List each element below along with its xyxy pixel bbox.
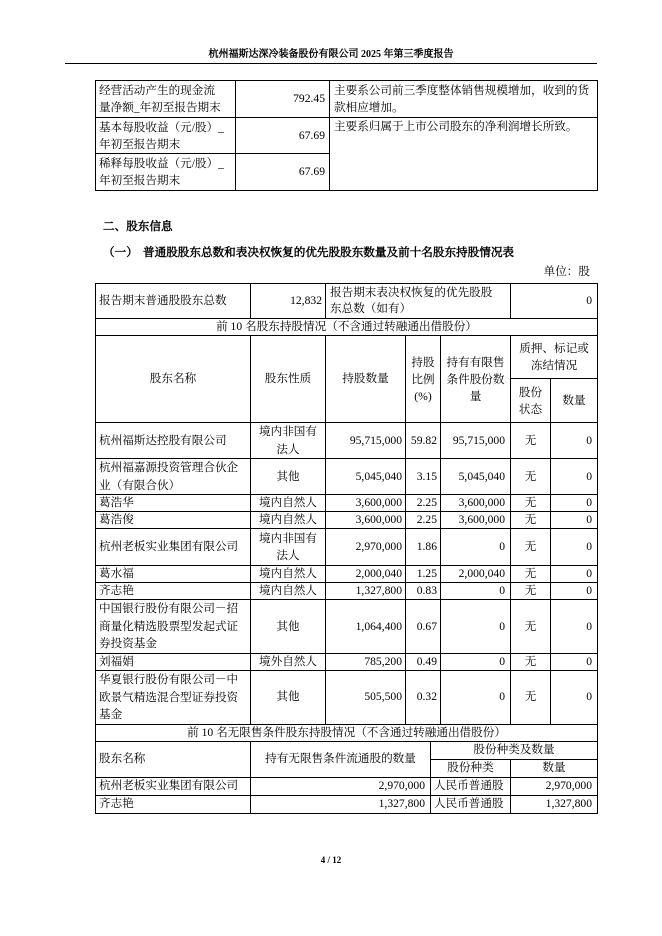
holding-ratio: 59.82 bbox=[406, 423, 441, 459]
indicator-change-reason: 主要系公司前三季度整体销售规模增加，收到的货款相应增加。 bbox=[330, 81, 598, 118]
restricted-shares: 2,000,040 bbox=[441, 566, 511, 583]
holding-ratio: 2.25 bbox=[406, 495, 441, 512]
pledge-status: 无 bbox=[511, 529, 551, 566]
shares-held: 3,600,000 bbox=[326, 512, 406, 529]
header-divider bbox=[65, 63, 597, 64]
indicator-change-reason: 主要系归属于上市公司股东的净利润增长所致。 bbox=[330, 118, 598, 191]
share-class: 人民币普通股 bbox=[431, 777, 511, 795]
shares-held: 1,327,800 bbox=[326, 583, 406, 600]
header-share-quantity: 数量 bbox=[511, 759, 598, 777]
shareholder-nature: 境内非国有法人 bbox=[251, 529, 326, 566]
shares-held: 2,000,040 bbox=[326, 566, 406, 583]
restricted-shares: 3,600,000 bbox=[441, 495, 511, 512]
holding-ratio: 1.25 bbox=[406, 566, 441, 583]
table-header-row bbox=[96, 336, 598, 379]
share-class: 人民币普通股 bbox=[431, 795, 511, 813]
page-number: 4 / 12 bbox=[320, 855, 342, 865]
pledge-quantity: 0 bbox=[551, 583, 598, 600]
shareholder-name: 华夏银行股份有限公司－中欧景气精选混合型证券投资基金 bbox=[96, 671, 251, 725]
shareholder-name: 葛浩俊 bbox=[96, 512, 251, 529]
shareholder-nature: 境外自然人 bbox=[251, 654, 326, 671]
restricted-shares: 0 bbox=[441, 529, 511, 566]
pledge-quantity: 0 bbox=[551, 495, 598, 512]
pledge-quantity: 0 bbox=[551, 529, 598, 566]
shareholder-nature: 境内自然人 bbox=[251, 566, 326, 583]
header-pledge-quantity: 数量 bbox=[551, 379, 598, 423]
pledge-status: 无 bbox=[511, 654, 551, 671]
pledge-quantity: 0 bbox=[551, 459, 598, 495]
shares-held: 1,064,400 bbox=[326, 600, 406, 654]
shares-held: 3,600,000 bbox=[326, 495, 406, 512]
table-row bbox=[96, 284, 598, 319]
restricted-shares: 95,715,000 bbox=[441, 423, 511, 459]
preferred-holders-label: 报告期末表决权恢复的优先股股东总数（如有） bbox=[326, 284, 511, 319]
pledge-status: 无 bbox=[511, 423, 551, 459]
top10-unrestricted-title: 前 10 名无限售条件股东持股情况（不含通过转融通出借股份） bbox=[96, 724, 598, 741]
header-shareholder-nature: 股东性质 bbox=[251, 336, 326, 423]
holding-ratio: 3.15 bbox=[406, 459, 441, 495]
restricted-shares: 0 bbox=[441, 600, 511, 654]
share-quantity: 2,970,000 bbox=[511, 777, 598, 795]
pledge-status: 无 bbox=[511, 583, 551, 600]
shareholder-nature: 境内非国有法人 bbox=[251, 423, 326, 459]
shareholder-name: 葛水福 bbox=[96, 566, 251, 583]
shareholder-name: 杭州福斯达控股有限公司 bbox=[96, 423, 251, 459]
share-quantity: 1,327,800 bbox=[511, 795, 598, 813]
table-row bbox=[96, 529, 598, 566]
restricted-shares: 3,600,000 bbox=[441, 512, 511, 529]
shares-held: 505,500 bbox=[326, 671, 406, 725]
header-restricted-shares: 持有有限售条件股份数量 bbox=[441, 336, 511, 423]
header-share-class: 股份种类 bbox=[431, 759, 511, 777]
shareholder-nature: 其他 bbox=[251, 671, 326, 725]
table-row bbox=[96, 423, 598, 459]
holding-ratio: 0.49 bbox=[406, 654, 441, 671]
table-row bbox=[96, 319, 598, 336]
pledge-status: 无 bbox=[511, 600, 551, 654]
pledge-status: 无 bbox=[511, 459, 551, 495]
pledge-quantity: 0 bbox=[551, 566, 598, 583]
table-row bbox=[96, 459, 598, 495]
table-row bbox=[96, 795, 598, 813]
indicator-item: 经营活动产生的现金流量净额_年初至报告期末 bbox=[96, 81, 236, 118]
header-pledge-status: 股份状态 bbox=[511, 379, 551, 423]
shares-held: 785,200 bbox=[326, 654, 406, 671]
shareholder-nature: 境内自然人 bbox=[251, 495, 326, 512]
header-holding-ratio: 持股比例(%) bbox=[406, 336, 441, 423]
report-header-title: 杭州福斯达深冷装备股份有限公司 2025 年第三季度报告 bbox=[208, 49, 454, 60]
table-header-row bbox=[96, 741, 598, 759]
pledge-quantity: 0 bbox=[551, 423, 598, 459]
holding-ratio: 1.86 bbox=[406, 529, 441, 566]
indicator-item: 稀释每股收益（元/股）_年初至报告期末 bbox=[96, 154, 236, 191]
table-row bbox=[96, 495, 598, 512]
shareholder-name: 杭州福嘉源投资管理合伙企业（有限合伙） bbox=[96, 459, 251, 495]
pledge-quantity: 0 bbox=[551, 654, 598, 671]
table-row bbox=[96, 512, 598, 529]
pledge-status: 无 bbox=[511, 495, 551, 512]
shareholder-name: 齐志艳 bbox=[96, 583, 251, 600]
common-holders-value: 12,832 bbox=[251, 284, 326, 319]
table-row bbox=[96, 81, 598, 118]
header-shares-held: 持股数量 bbox=[326, 336, 406, 423]
shares-held: 95,715,000 bbox=[326, 423, 406, 459]
holding-ratio: 0.32 bbox=[406, 671, 441, 725]
pledge-quantity: 0 bbox=[551, 512, 598, 529]
shareholder-tables bbox=[95, 283, 597, 814]
preferred-holders-value: 0 bbox=[511, 284, 598, 319]
pledge-status: 无 bbox=[511, 512, 551, 529]
unrestricted-shareholders-table bbox=[95, 741, 598, 814]
restricted-shares: 0 bbox=[441, 654, 511, 671]
shareholder-name: 中国银行股份有限公司－招商量化精选股票型发起式证券投资基金 bbox=[96, 600, 251, 654]
table-row bbox=[96, 583, 598, 600]
unrestricted-shares: 2,970,000 bbox=[251, 777, 431, 795]
subsection-number: （一） bbox=[103, 246, 138, 259]
pledge-quantity: 0 bbox=[551, 600, 598, 654]
shareholder-nature: 其他 bbox=[251, 600, 326, 654]
common-holders-label: 报告期末普通股股东总数 bbox=[96, 284, 251, 319]
shareholder-nature: 境内自然人 bbox=[251, 583, 326, 600]
shareholder-nature: 境内自然人 bbox=[251, 512, 326, 529]
header-share-class-group: 股份种类及数量 bbox=[431, 741, 598, 759]
shareholder-name: 杭州老板实业集团有限公司 bbox=[96, 529, 251, 566]
table-row bbox=[96, 671, 598, 725]
section-title: 二、股东信息 bbox=[103, 220, 173, 233]
top10-title: 前 10 名股东持股情况（不含通过转融通出借股份） bbox=[96, 319, 598, 336]
indicator-change-value: 792.45 bbox=[236, 81, 330, 118]
unit-label: 单位：股 bbox=[543, 265, 590, 278]
indicator-item: 基本每股收益（元/股）_年初至报告期末 bbox=[96, 118, 236, 154]
shares-held: 2,970,000 bbox=[326, 529, 406, 566]
shareholder-name: 齐志艳 bbox=[96, 795, 251, 813]
pledge-status: 无 bbox=[511, 566, 551, 583]
table-row bbox=[96, 777, 598, 795]
shareholder-name: 杭州老板实业集团有限公司 bbox=[96, 777, 251, 795]
indicator-change-table bbox=[95, 80, 598, 191]
indicator-change-value: 67.69 bbox=[236, 154, 330, 191]
restricted-shares: 0 bbox=[441, 583, 511, 600]
shareholder-name: 刘福娟 bbox=[96, 654, 251, 671]
holding-ratio: 0.83 bbox=[406, 583, 441, 600]
header-unrestricted-shares: 持有无限售条件流通股的数量 bbox=[251, 741, 431, 777]
table-row bbox=[96, 600, 598, 654]
header-shareholder-name: 股东名称 bbox=[96, 741, 251, 777]
subsection-title: 普通股股东总数和表决权恢复的优先股股东数量及前十名股东持股情况表 bbox=[143, 246, 515, 259]
holding-ratio: 2.25 bbox=[406, 512, 441, 529]
holding-ratio: 0.67 bbox=[406, 600, 441, 654]
shareholder-name: 葛浩华 bbox=[96, 495, 251, 512]
shares-held: 5,045,040 bbox=[326, 459, 406, 495]
unrestricted-shares: 1,327,800 bbox=[251, 795, 431, 813]
table-row bbox=[96, 118, 598, 154]
restricted-shares: 0 bbox=[441, 671, 511, 725]
restricted-shares: 5,045,040 bbox=[441, 459, 511, 495]
indicator-change-value: 67.69 bbox=[236, 118, 330, 154]
pledge-quantity: 0 bbox=[551, 671, 598, 725]
header-pledge-group: 质押、标记或冻结情况 bbox=[511, 336, 598, 379]
table-row bbox=[96, 654, 598, 671]
top-shareholders-table bbox=[95, 283, 598, 742]
pledge-status: 无 bbox=[511, 671, 551, 725]
header-shareholder-name: 股东名称 bbox=[96, 336, 251, 423]
subsection-heading bbox=[103, 245, 514, 261]
table-row bbox=[96, 566, 598, 583]
shareholder-nature: 其他 bbox=[251, 459, 326, 495]
table-row bbox=[96, 724, 598, 741]
